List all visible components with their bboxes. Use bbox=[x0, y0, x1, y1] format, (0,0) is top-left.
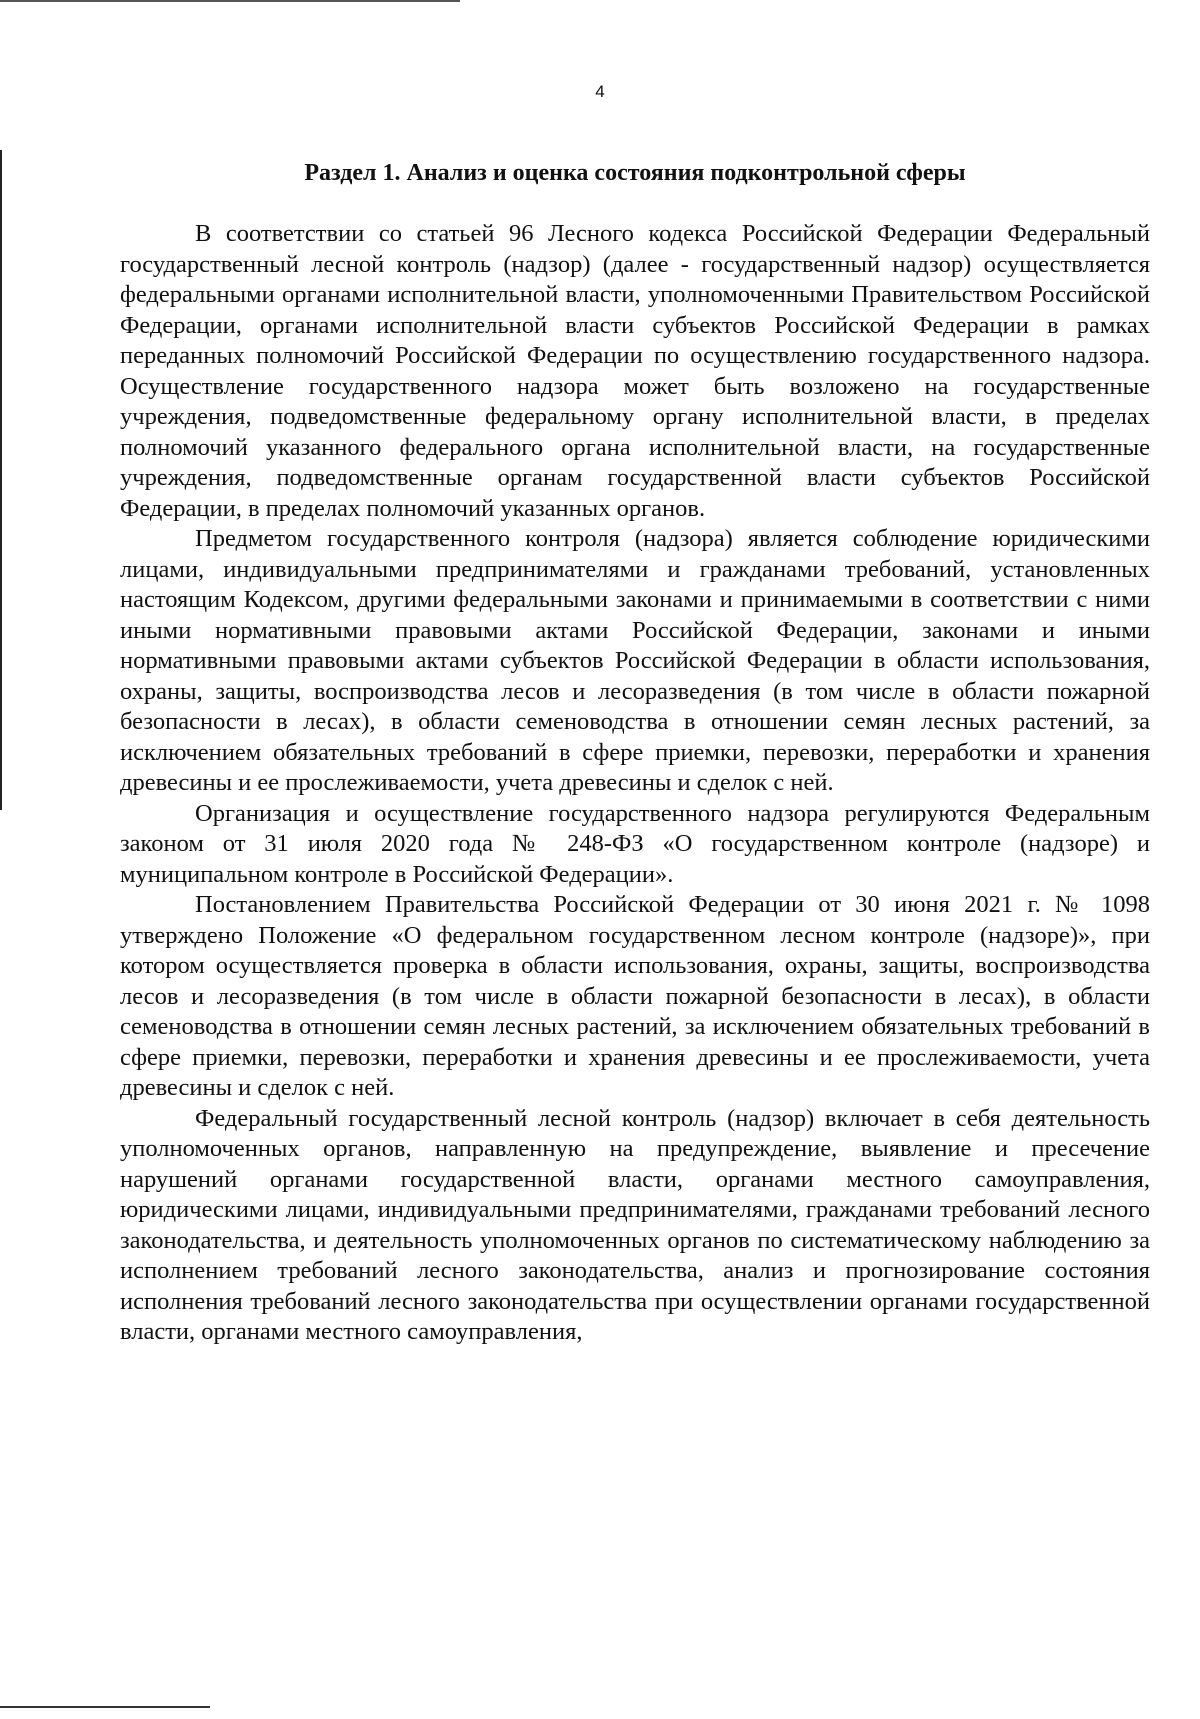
paragraph-2: Предметом государственного контроля (надзора) является соблюдение юридическими лицами, индивидуальными предпринимателями и гражданами требований, установленных настоящим Кодексом, другими федеральными законами и принимаемыми в соответствии с ними иными нормативными правовыми актами Российской Федерации, законами и иными нормативными правовыми актами субъектов Российской Федерации в области использования, охраны, защиты, воспроизводства лесов и лесоразведения (в том числе в области пожарной безопасности в лесах), в области семеноводства в отношении семян лесных растений, за исключением обязательных требований в сфере приемки, перевозки, переработки и хранения древесины и ее прослеживаемости, учета древесины и сделок с ней. bbox=[120, 525, 1150, 796]
body-text bbox=[120, 219, 1150, 1348]
page-number: 4 bbox=[595, 82, 605, 101]
scan-edge-left bbox=[0, 150, 2, 810]
paragraph-5: Федеральный государственный лесной контроль (надзор) включает в себя деятельность уполномоченных органов, направленную на предупреждение, выявление и пресечение нарушений органами государственной власти, органами местного самоуправления, юридическими лицами, индивидуальными предпринимателями, гражданами требований лесного законодательства, и деятельность уполномоченных органов по систематическому наблюдению за исполнением требований лесного законодательства, анализ и прогнозирование состояния исполнения требований лесного законодательства при осуществлении органами государственной власти, органами местного самоуправления, bbox=[120, 1104, 1150, 1345]
scan-edge-top bbox=[0, 0, 460, 2]
paragraph-3: Организация и осуществление государственного надзора регулируются Федеральным законом от 31 июля 2020 года № 248-ФЗ «О государственном контроле (надзоре) и муниципальном контроле в Российской Федерации». bbox=[120, 799, 1150, 888]
paragraph-1: В соответствии со статьей 96 Лесного кодекса Российской Федерации Федеральный государственный лесной контроль (надзор) (далее - государственный надзор) осуществляется федеральными органами исполнительной власти, уполномоченными Правительством Российской Федерации, органами исполнительной власти субъектов Российской Федерации в рамках переданных полномочий Российской Федерации по осуществлению государственного надзора. Осуществление государственного надзора может быть возложено на государственные учреждения, подведомственные федеральному органу исполнительной власти, в пределах полномочий указанного федерального органа исполнительной власти, на государственные учреждения, подведомственные органам государственной власти субъектов Российской Федерации, в пределах полномочий указанных органов. bbox=[120, 220, 1150, 522]
scan-edge-bottom bbox=[0, 1706, 210, 1708]
section-title: Раздел 1. Анализ и оценка состояния подконтрольной сферы bbox=[304, 160, 966, 186]
paragraph-4: Постановлением Правительства Российской Федерации от 30 июня 2021 г. № 1098 утверждено Положение «О федеральном государственном лесном контроле (надзоре)», при котором осуществляется проверка в области использования, охраны, защиты, воспроизводства лесов и лесоразведения (в том числе в области пожарной безопасности в лесах), в области семеноводства в отношении семян лесных растений, за исключением обязательных требований в сфере приемки, перевозки, переработки и хранения древесины и ее прослеживаемости, учета древесины и сделок с ней. bbox=[120, 891, 1150, 1101]
